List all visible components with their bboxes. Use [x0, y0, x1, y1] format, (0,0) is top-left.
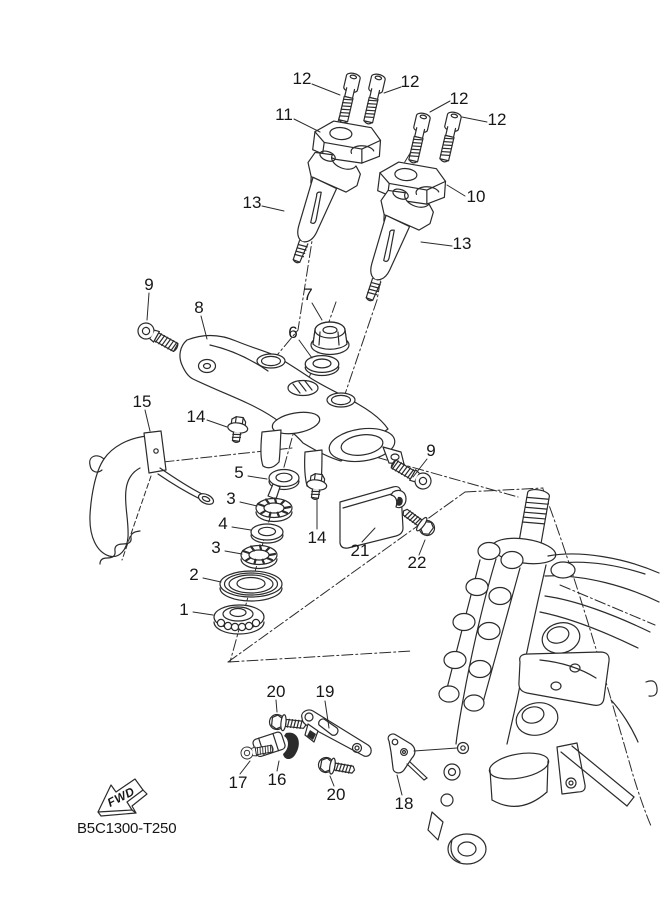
riser-group — [273, 72, 462, 311]
callout-5: 5 — [234, 463, 244, 482]
callout-10: 10 — [466, 187, 486, 206]
callout-12: 12 — [487, 110, 507, 129]
screw-12b — [361, 73, 386, 125]
callout-11: 11 — [275, 105, 293, 124]
callout-12: 12 — [449, 89, 469, 108]
callout-18: 18 — [394, 794, 414, 813]
callout-8: 8 — [194, 298, 204, 317]
bracket-18 — [388, 734, 427, 780]
callout-1: 1 — [179, 600, 189, 619]
callout-20: 20 — [326, 785, 346, 804]
callout-20: 20 — [266, 682, 286, 701]
bolt-9a — [135, 320, 181, 355]
washer-4 — [251, 524, 283, 543]
screw-12d — [437, 111, 462, 163]
bearing-1 — [214, 605, 264, 634]
callout-4: 4 — [218, 514, 228, 533]
callout-14: 14 — [186, 407, 206, 426]
callout-21: 21 — [350, 541, 370, 560]
callout-15: 15 — [132, 392, 152, 411]
riser-13a — [273, 146, 365, 273]
steering-stem — [519, 488, 550, 544]
screw-12a — [336, 72, 361, 124]
ring-nut-3a — [256, 499, 292, 522]
spring-coil — [100, 531, 140, 564]
callout-12: 12 — [400, 72, 420, 91]
callout-16: 16 — [267, 770, 287, 789]
callout-6: 6 — [288, 323, 298, 342]
bearing-cover-2 — [220, 571, 282, 601]
callout-9: 9 — [144, 275, 154, 294]
lock-washer-5 — [268, 470, 299, 500]
ring-nut-3b — [241, 546, 277, 569]
callout-13: 13 — [452, 234, 472, 253]
bolt-22 — [399, 504, 438, 538]
callout-17: 17 — [228, 773, 248, 792]
frame-mount-hole — [458, 743, 469, 754]
steering-crown — [180, 336, 404, 488]
callout-22: 22 — [407, 553, 427, 572]
callout-13: 13 — [242, 193, 262, 212]
stem-nut-washer — [305, 322, 349, 376]
callout-3: 3 — [211, 538, 221, 557]
bolt-20b — [317, 756, 356, 778]
frame-bosses — [439, 543, 523, 712]
bolt-20a — [269, 713, 307, 733]
screw-12c — [406, 112, 431, 164]
callout-7: 7 — [303, 285, 313, 304]
diagram-code: B5C1300-T250 — [77, 820, 177, 837]
callout-9: 9 — [426, 441, 436, 460]
callout-2: 2 — [189, 565, 199, 584]
plate-19 — [302, 710, 372, 756]
damper-16 — [252, 731, 299, 759]
callout-12: 12 — [292, 69, 312, 88]
callout-3: 3 — [226, 489, 236, 508]
flange-bolt-14a — [226, 416, 249, 444]
crown-boss — [261, 430, 281, 468]
callout-19: 19 — [315, 682, 335, 701]
callout-14: 14 — [307, 528, 327, 547]
cable-guide-15 — [90, 431, 215, 564]
reflector-bracket-21 — [340, 487, 406, 549]
frame-section — [428, 488, 659, 864]
fwd-label: FWD — [104, 784, 138, 810]
